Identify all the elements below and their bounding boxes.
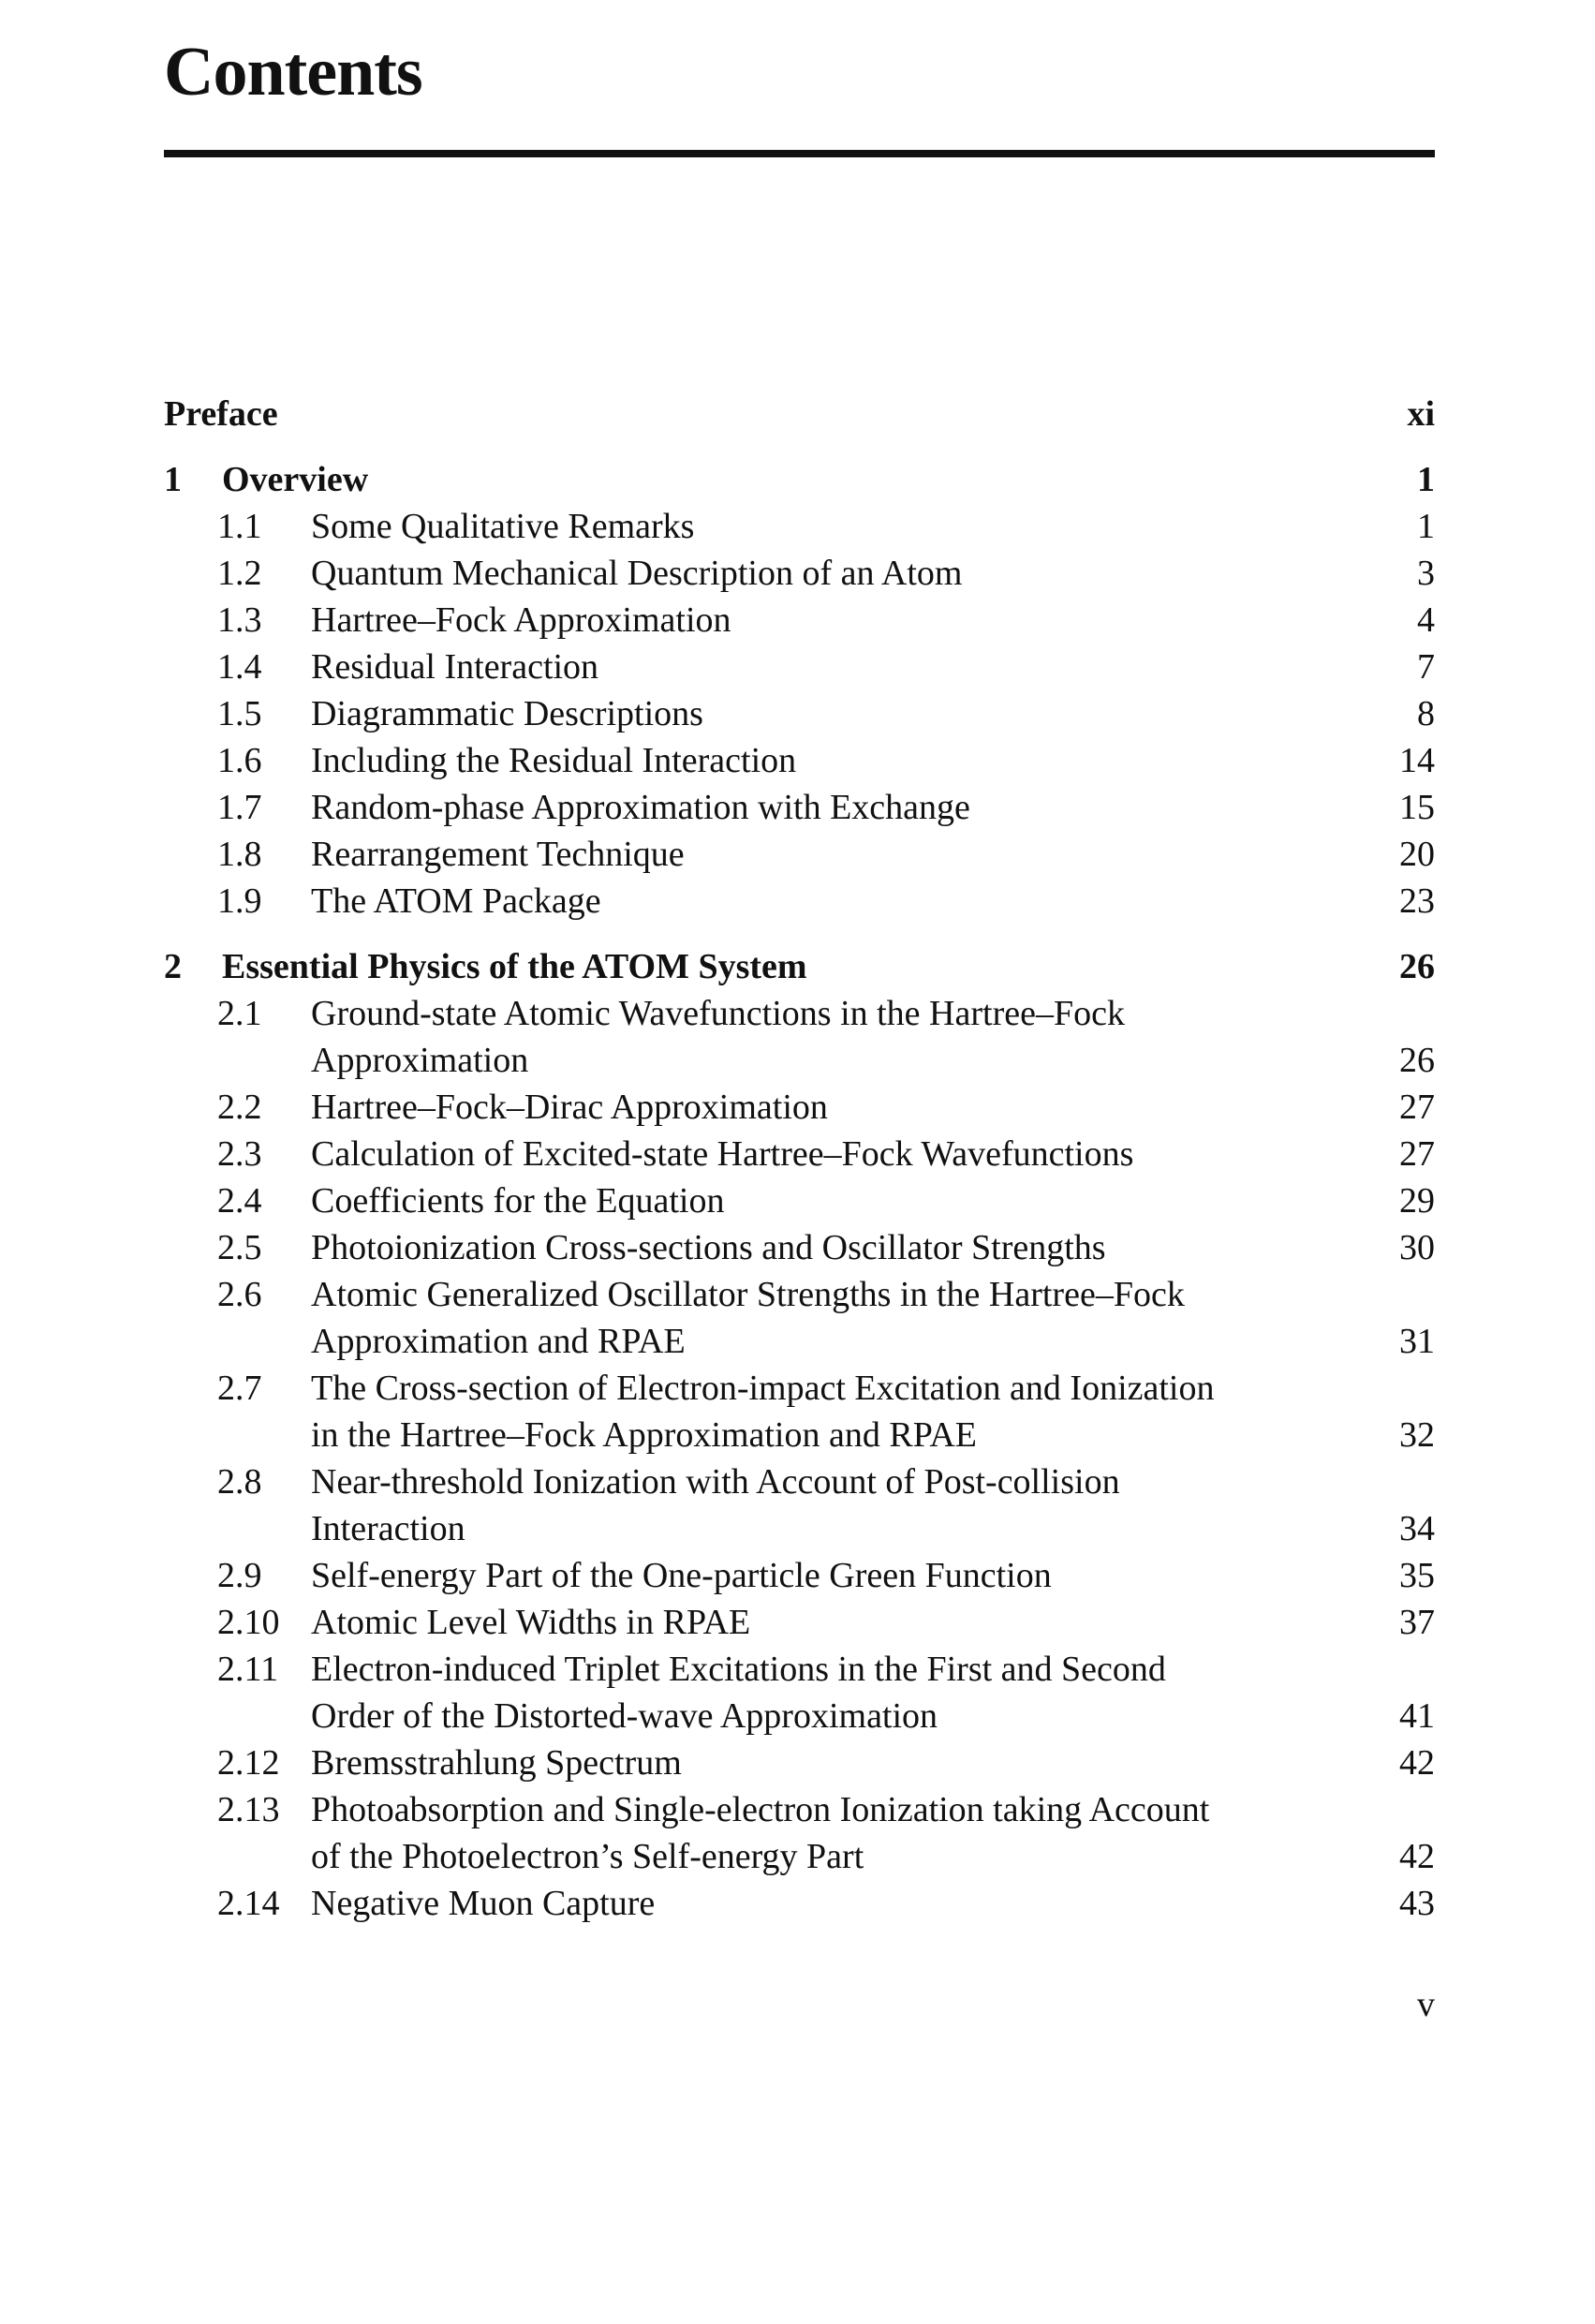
section-number: 1.3 (217, 600, 262, 640)
toc-section-2-2[interactable] (164, 1084, 1435, 1131)
preface-page: xi (1407, 394, 1435, 434)
section-title-line: Atomic Level Widths in RPAE (311, 1603, 751, 1642)
section-number: 2.10 (217, 1603, 280, 1642)
section-title-line: Ground-state Atomic Wavefunctions in the Hartree–Fock (311, 994, 1125, 1033)
toc-section-2-1[interactable] (164, 990, 1435, 1037)
toc-section-continuation[interactable] (164, 1505, 1435, 1552)
toc-section-1-2[interactable] (164, 550, 1435, 597)
title-rule (164, 150, 1435, 157)
section-title-line: Near-threshold Ionization with Account of Post-collision (311, 1462, 1120, 1502)
toc-section-continuation[interactable] (164, 1412, 1435, 1458)
section-title-line: The ATOM Package (311, 881, 601, 921)
section-number: 2.9 (217, 1556, 262, 1595)
section-number: 2.6 (217, 1275, 262, 1314)
section-page: 3 (1417, 554, 1435, 593)
section-page: 31 (1399, 1322, 1435, 1361)
section-title-line: Interaction (311, 1509, 465, 1548)
section-title-line: Self-energy Part of the One-particle Green Function (311, 1556, 1052, 1595)
section-page: 27 (1399, 1134, 1435, 1174)
section-title-line: Random-phase Approximation with Exchange (311, 788, 970, 827)
section-title-line: Including the Residual Interaction (311, 741, 797, 780)
section-number: 1.2 (217, 554, 262, 593)
section-page: 7 (1417, 647, 1435, 687)
section-number: 1.1 (217, 507, 262, 546)
toc-section-1-4[interactable] (164, 644, 1435, 690)
section-page: 35 (1399, 1556, 1435, 1595)
section-page: 43 (1399, 1884, 1435, 1923)
toc-section-1-1[interactable] (164, 503, 1435, 550)
section-title-line: Quantum Mechanical Description of an Atom (311, 554, 963, 593)
toc-section-1-8[interactable] (164, 831, 1435, 878)
toc-section-1-7[interactable] (164, 784, 1435, 831)
preface-title: Preface (164, 394, 278, 434)
section-title-line: Approximation and RPAE (311, 1322, 686, 1361)
section-title-line: Approximation (311, 1041, 529, 1080)
section-title-line: Residual Interaction (311, 647, 599, 687)
section-page: 14 (1399, 741, 1435, 780)
toc-section-2-5[interactable] (164, 1224, 1435, 1271)
page-number: v (1417, 1985, 1435, 2024)
section-number: 1.4 (217, 647, 262, 687)
section-page: 20 (1399, 835, 1435, 874)
section-page: 8 (1417, 694, 1435, 733)
section-number: 2.7 (217, 1369, 262, 1408)
section-title-line: Hartree–Fock–Dirac Approximation (311, 1088, 828, 1127)
toc-section-2-14[interactable] (164, 1880, 1435, 1927)
toc-section-2-7[interactable] (164, 1365, 1435, 1412)
section-number: 2.13 (217, 1790, 280, 1829)
section-page: 26 (1399, 1041, 1435, 1080)
section-page: 32 (1399, 1415, 1435, 1455)
section-number: 1.9 (217, 881, 262, 921)
toc-section-continuation[interactable] (164, 1693, 1435, 1739)
chapter-number: 1 (164, 460, 182, 499)
toc-section-1-5[interactable] (164, 690, 1435, 737)
section-title-line: Diagrammatic Descriptions (311, 694, 703, 733)
section-title-line: Coefficients for the Equation (311, 1181, 725, 1221)
chapter-title: Overview (222, 460, 369, 499)
section-number: 2.4 (217, 1181, 262, 1221)
section-title-line: Photoionization Cross-sections and Oscillator Strengths (311, 1228, 1106, 1267)
toc-chapter-1[interactable] (164, 456, 1435, 503)
toc-section-2-12[interactable] (164, 1739, 1435, 1786)
toc-section-2-3[interactable] (164, 1131, 1435, 1177)
table-of-contents (164, 391, 1435, 1927)
toc-section-continuation[interactable] (164, 1037, 1435, 1084)
section-page: 29 (1399, 1181, 1435, 1221)
section-number: 1.8 (217, 835, 262, 874)
section-number: 2.8 (217, 1462, 262, 1502)
section-number: 2.2 (217, 1088, 262, 1127)
section-title-line: Atomic Generalized Oscillator Strengths in the Hartree–Fock (311, 1275, 1185, 1314)
section-page: 4 (1417, 600, 1435, 640)
section-page: 34 (1399, 1509, 1435, 1548)
section-title-line: Negative Muon Capture (311, 1884, 656, 1923)
section-number: 2.3 (217, 1134, 262, 1174)
section-page: 42 (1399, 1837, 1435, 1876)
section-number: 1.7 (217, 788, 262, 827)
toc-section-2-4[interactable] (164, 1177, 1435, 1224)
section-page: 30 (1399, 1228, 1435, 1267)
toc-section-continuation[interactable] (164, 1833, 1435, 1880)
toc-section-2-11[interactable] (164, 1646, 1435, 1693)
section-title-line: Some Qualitative Remarks (311, 507, 695, 546)
section-number: 2.5 (217, 1228, 262, 1267)
section-number: 2.14 (217, 1884, 280, 1923)
toc-section-1-6[interactable] (164, 737, 1435, 784)
section-page: 41 (1399, 1696, 1435, 1736)
chapter-page: 26 (1399, 947, 1435, 986)
section-title-line: Electron-induced Triplet Excitations in the First and Second (311, 1650, 1166, 1689)
section-title-line: Calculation of Excited-state Hartree–Fock Wavefunctions (311, 1134, 1134, 1174)
toc-section-continuation[interactable] (164, 1318, 1435, 1365)
section-number: 1.6 (217, 741, 262, 780)
section-title-line: in the Hartree–Fock Approximation and RPAE (311, 1415, 977, 1455)
section-page: 1 (1417, 507, 1435, 546)
toc-chapter-2[interactable] (164, 943, 1435, 990)
section-page: 42 (1399, 1743, 1435, 1783)
section-page: 37 (1399, 1603, 1435, 1642)
section-title-line: Photoabsorption and Single-electron Ionization taking Account (311, 1790, 1210, 1829)
toc-section-2-9[interactable] (164, 1552, 1435, 1599)
section-number: 2.11 (217, 1650, 279, 1689)
toc-section-1-9[interactable] (164, 878, 1435, 925)
section-page: 15 (1399, 788, 1435, 827)
section-title-line: Rearrangement Technique (311, 835, 685, 874)
section-title-line: The Cross-section of Electron-impact Excitation and Ionization (311, 1369, 1215, 1408)
toc-section-2-10[interactable] (164, 1599, 1435, 1646)
section-title-line: Bremsstrahlung Spectrum (311, 1743, 682, 1783)
toc-section-1-3[interactable] (164, 597, 1435, 644)
section-title-line: Hartree–Fock Approximation (311, 600, 731, 640)
section-page: 27 (1399, 1088, 1435, 1127)
toc-section-2-13[interactable] (164, 1786, 1435, 1833)
section-number: 1.5 (217, 694, 262, 733)
chapter-number: 2 (164, 947, 182, 986)
toc-entry-preface[interactable] (164, 391, 1435, 437)
section-number: 2.1 (217, 994, 262, 1033)
chapter-title: Essential Physics of the ATOM System (222, 947, 807, 986)
section-page: 23 (1399, 881, 1435, 921)
section-title-line: of the Photoelectron’s Self-energy Part (311, 1837, 864, 1876)
toc-section-2-6[interactable] (164, 1271, 1435, 1318)
page-title: Contents (164, 34, 422, 111)
chapter-page: 1 (1417, 460, 1435, 499)
section-title-line: Order of the Distorted-wave Approximation (311, 1696, 938, 1736)
toc-section-2-8[interactable] (164, 1458, 1435, 1505)
section-number: 2.12 (217, 1743, 280, 1783)
